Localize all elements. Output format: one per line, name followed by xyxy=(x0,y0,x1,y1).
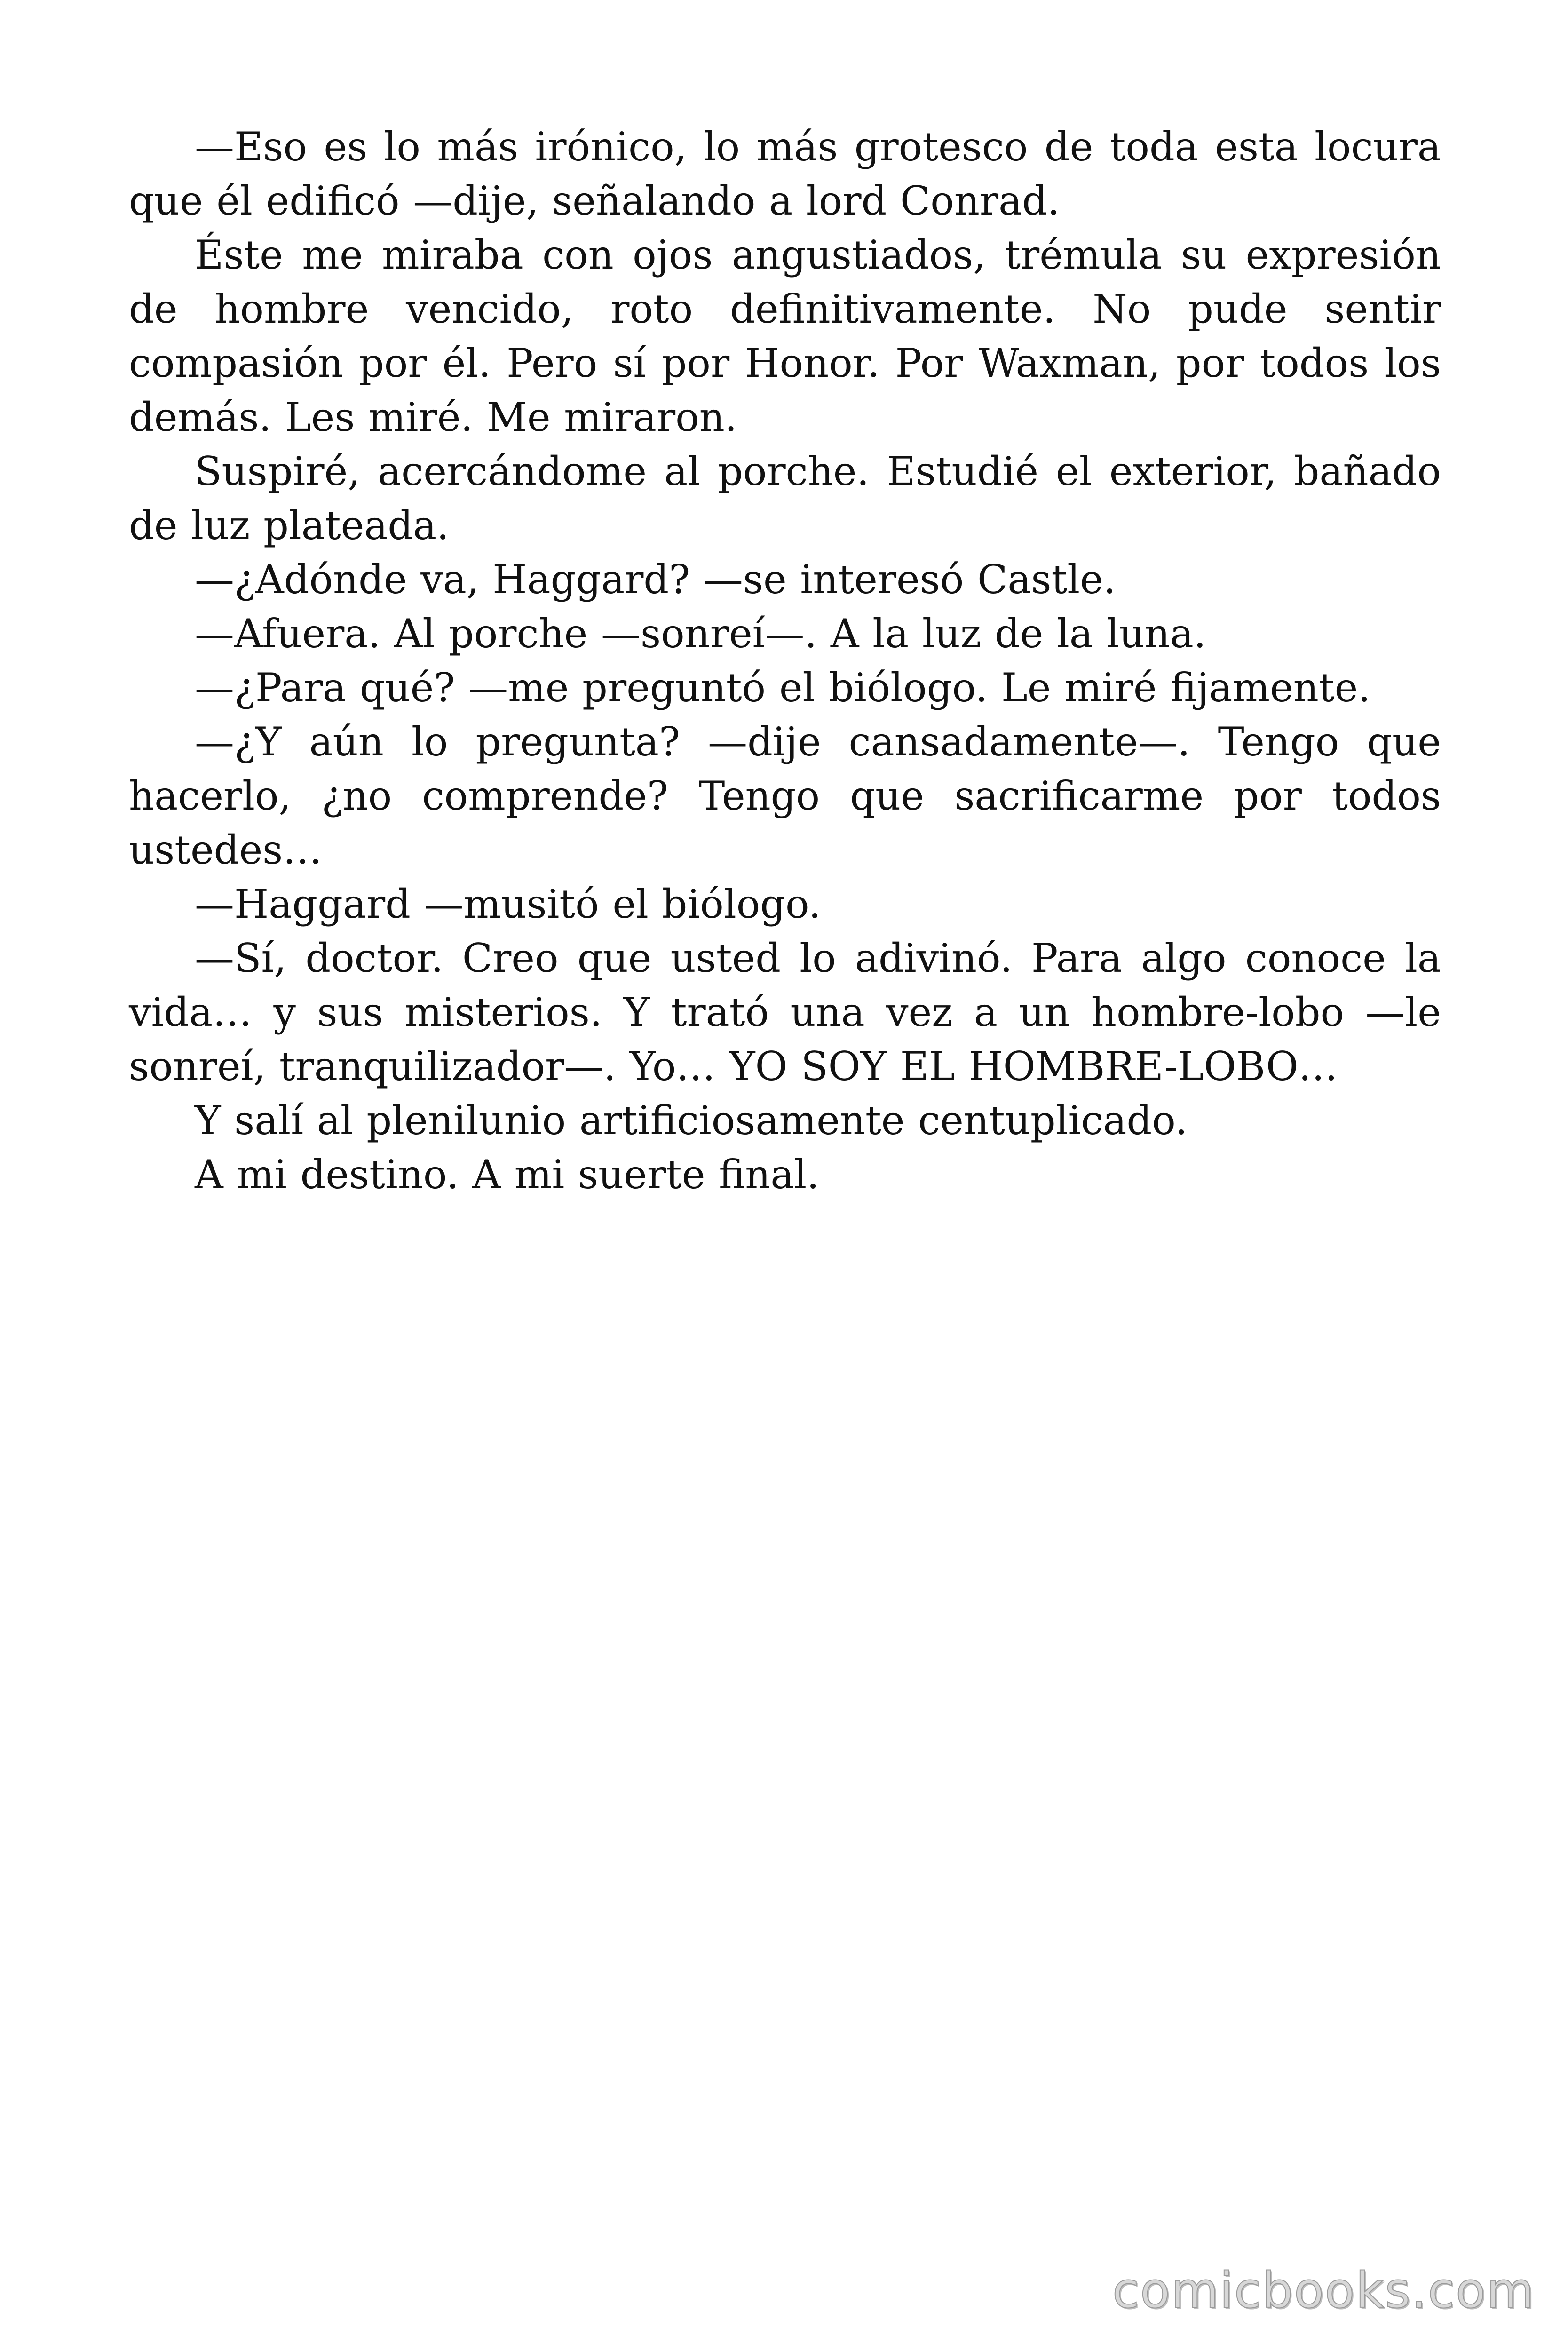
paragraph: Suspiré, acercándome al porche. Estudié el exterior, bañado de luz plateada. xyxy=(129,448,1441,548)
paragraph: —¿Para qué? —me preguntó el biólogo. Le miré fijamente. xyxy=(195,665,1371,711)
paragraph: —¿Adónde va, Haggard? —se interesó Castle. xyxy=(195,556,1116,603)
paragraph: Y salí al plenilunio artificiosamente centuplicado. xyxy=(195,1097,1188,1144)
paragraph: —Afuera. Al porche —sonreí—. A la luz de la luna. xyxy=(195,611,1206,657)
paragraph: —Haggard —musitó el biólogo. xyxy=(195,881,821,927)
paragraph: Éste me miraba con ojos angustiados, trémula su expresión de hombre vencido, roto definitivamente. No pude sentir compasión por él. Pero sí por Honor. Por Waxman, por todos los demás. Les miré. Me miraron. xyxy=(129,232,1441,440)
watermark: comicbooks.com xyxy=(1112,2262,1535,2319)
paragraph: A mi destino. A mi suerte final. xyxy=(195,1152,819,1198)
text-column xyxy=(129,120,1441,1202)
paragraph: —Sí, doctor. Creo que usted lo adivinó. Para algo conoce la vida… y sus misterios. Y trató una vez a un hombre-lobo —le sonreí, tranquilizador—. Yo… YO SOY EL HOMBRE-LOBO… xyxy=(129,935,1441,1089)
paragraph: —¿Y aún lo pregunta? —dije cansadamente—. Tengo que hacerlo, ¿no comprende? Tengo que sacrificarme por todos ustedes… xyxy=(129,719,1441,873)
paragraph: —Eso es lo más irónico, lo más grotesco de toda esta locura que él edificó —dije, señalando a lord Conrad. xyxy=(129,124,1441,224)
